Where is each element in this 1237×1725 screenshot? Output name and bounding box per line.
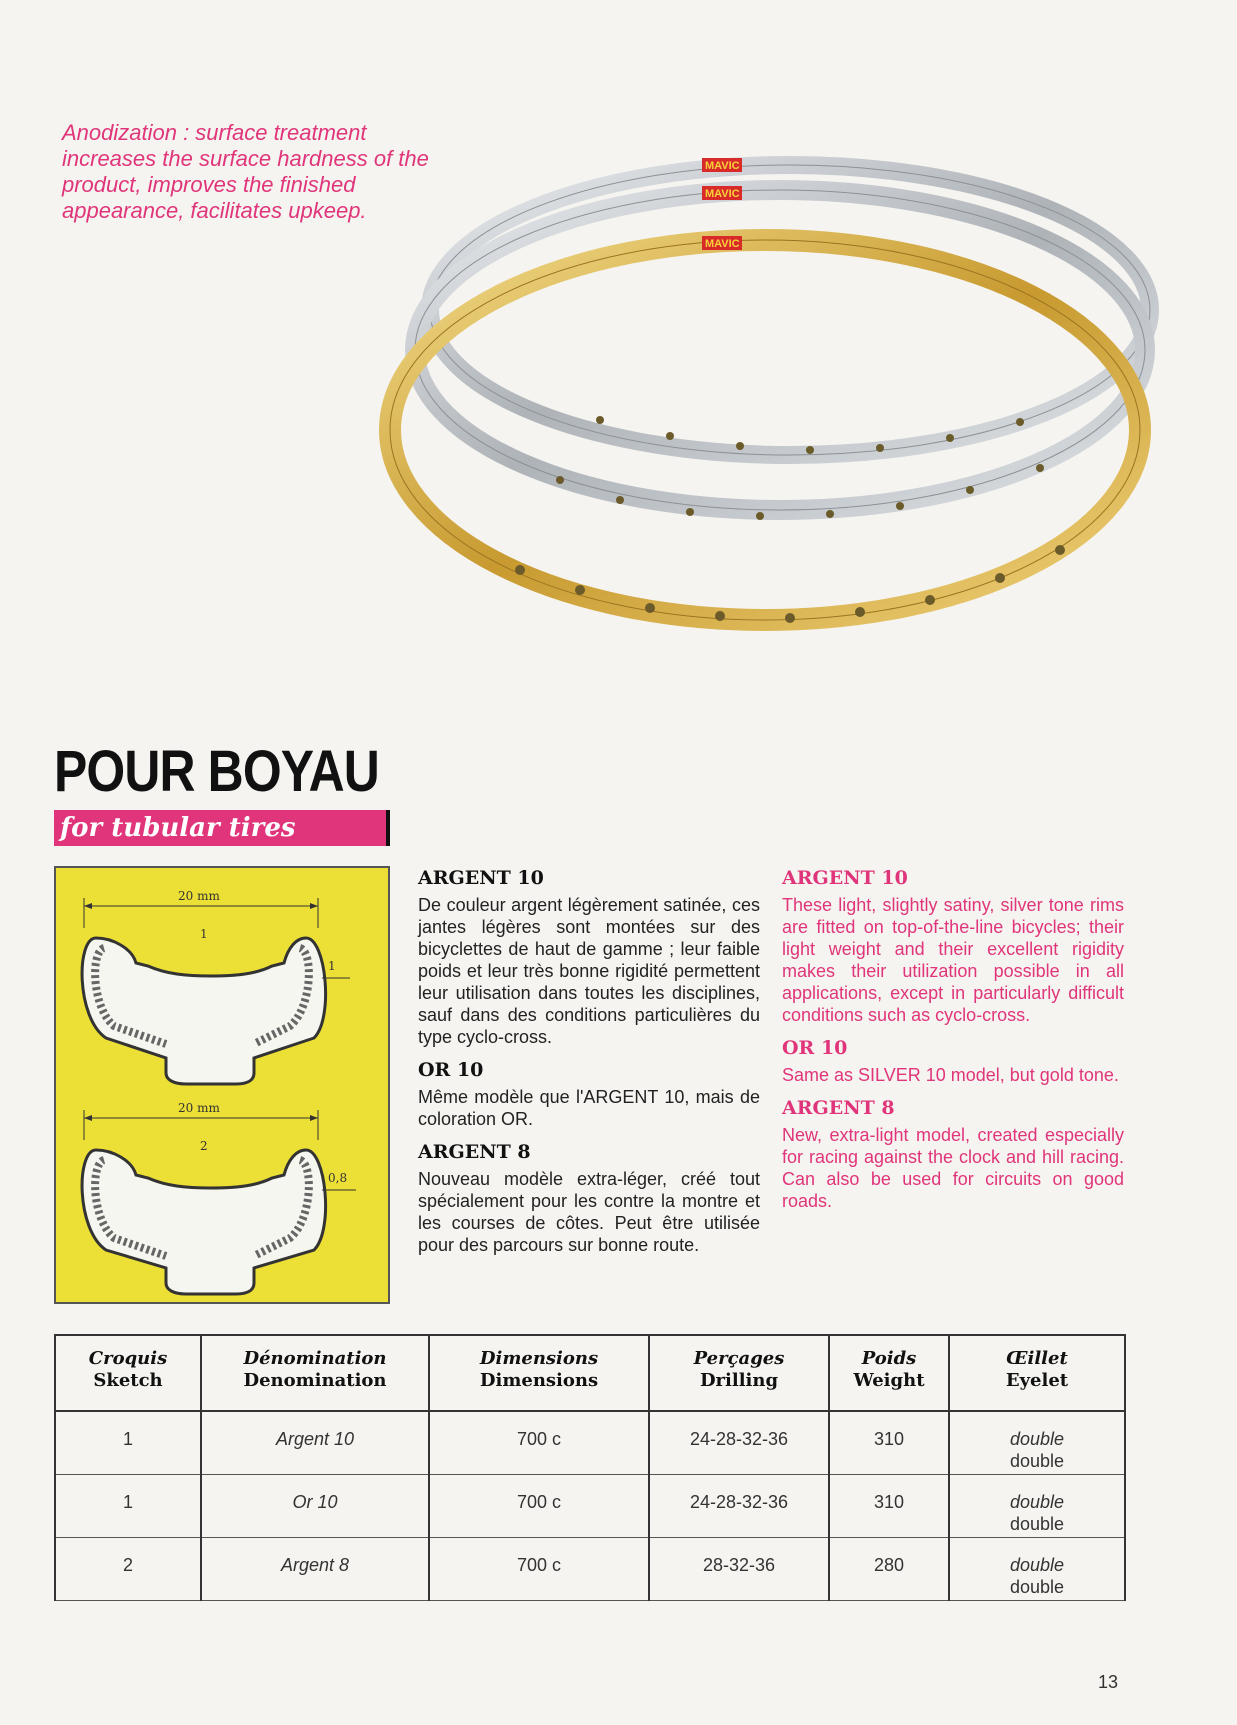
fr-argent10-text: De couleur argent légèrement satinée, ces jantes légères sont montées sur des bicyclettes de haut de gamme ; leur faible poids et leur très bonne rigidité permettent leur utilisation dans toutes les disciplines, sauf dans des conditions particulières du type cyclo-cross. — [418, 895, 760, 1047]
col-header-eyelet: Œillet Eyelet — [949, 1335, 1125, 1411]
fr-argent10-heading: ARGENT 10 — [418, 867, 544, 889]
fr-argent8-heading: ARGENT 8 — [418, 1141, 531, 1163]
fr-argent8-text: Nouveau modèle extra-léger, créé tout spécialement pour les contre la montre et les courses de côtes. Peut être utilisée pour des parcours sur bonne route. — [418, 1169, 760, 1255]
rim-label: MAVIC — [705, 188, 740, 200]
cell-dimensions: 700 c — [429, 1475, 649, 1538]
anodization-line: increases the surface hardness of the — [62, 146, 429, 171]
cell-eyelet: double double — [949, 1538, 1125, 1601]
table-header-row — [55, 1335, 1125, 1411]
en-argent8-text: New, extra-light model, created especially for racing against the clock and hill racing. Can also be used for circuits on good roads. — [782, 1125, 1124, 1211]
rim-profile-sketches — [54, 866, 390, 1304]
en-or10-text: Same as SILVER 10 model, but gold tone. — [782, 1065, 1119, 1085]
cell-eyelet: double double — [949, 1411, 1125, 1475]
sketch2-number: 2 — [200, 1139, 208, 1153]
sketch2-thickness: 0,8 — [328, 1171, 348, 1185]
cell-weight: 310 — [829, 1475, 949, 1538]
cell-weight: 310 — [829, 1411, 949, 1475]
table-row — [55, 1475, 1125, 1538]
anodization-line: appearance, facilitates upkeep. — [62, 198, 367, 223]
table-row — [55, 1538, 1125, 1601]
cell-weight: 280 — [829, 1538, 949, 1601]
col-header-weight: Poids Weight — [829, 1335, 949, 1411]
cell-sketch: 1 — [55, 1411, 201, 1475]
sketch1-width: 20 mm — [178, 889, 220, 903]
cell-drilling: 24-28-32-36 — [649, 1411, 829, 1475]
english-description — [782, 866, 1124, 1222]
fr-or10-text: Même modèle que l'ARGENT 10, mais de coloration OR. — [418, 1087, 760, 1129]
sketch2-width: 20 mm — [178, 1101, 220, 1115]
rim-label: MAVIC — [705, 238, 740, 250]
sketch1-thickness: 1 — [328, 959, 336, 973]
en-argent10-heading: ARGENT 10 — [782, 867, 908, 889]
anodization-line: product, improves the finished — [62, 172, 356, 197]
cell-sketch: 1 — [55, 1475, 201, 1538]
anodization-line: Anodization : surface treatment — [62, 120, 367, 145]
col-header-sketch: Croquis Sketch — [55, 1335, 201, 1411]
section-subtitle: for tubular tires — [60, 813, 296, 843]
cell-sketch: 2 — [55, 1538, 201, 1601]
french-description — [418, 866, 760, 1266]
section-subtitle-bar — [54, 810, 390, 846]
cell-drilling: 28-32-36 — [649, 1538, 829, 1601]
rims-photo — [360, 150, 1200, 750]
rim-gold-front — [390, 240, 1140, 620]
cell-drilling: 24-28-32-36 — [649, 1475, 829, 1538]
specification-table — [54, 1334, 1126, 1601]
col-header-denomination: Dénomination Denomination — [201, 1335, 429, 1411]
en-argent10-text: These light, slightly satiny, silver tone rims are fitted on top-of-the-line bicycles; their light weight and their excellent rigidity makes their utilization possible in all applications, except in particularly difficult conditions such as cyclo-cross. — [782, 895, 1124, 1025]
en-argent8-heading: ARGENT 8 — [782, 1097, 895, 1119]
section-title: POUR BOYAU — [54, 739, 379, 804]
table-row — [55, 1411, 1125, 1475]
fr-or10-heading: OR 10 — [418, 1059, 484, 1081]
col-header-dimensions: Dimensions Dimensions — [429, 1335, 649, 1411]
cell-eyelet: double double — [949, 1475, 1125, 1538]
cell-denomination: Argent 10 — [201, 1411, 429, 1475]
page-number: 13 — [1098, 1672, 1119, 1692]
sketch1-number: 1 — [200, 927, 208, 941]
rim-label: MAVIC — [705, 160, 740, 172]
rim-profile-diagram — [56, 868, 388, 1302]
cell-denomination: Or 10 — [201, 1475, 429, 1538]
cell-dimensions: 700 c — [429, 1411, 649, 1475]
cell-dimensions: 700 c — [429, 1538, 649, 1601]
col-header-drilling: Perçages Drilling — [649, 1335, 829, 1411]
cell-denomination: Argent 8 — [201, 1538, 429, 1601]
en-or10-heading: OR 10 — [782, 1037, 848, 1059]
